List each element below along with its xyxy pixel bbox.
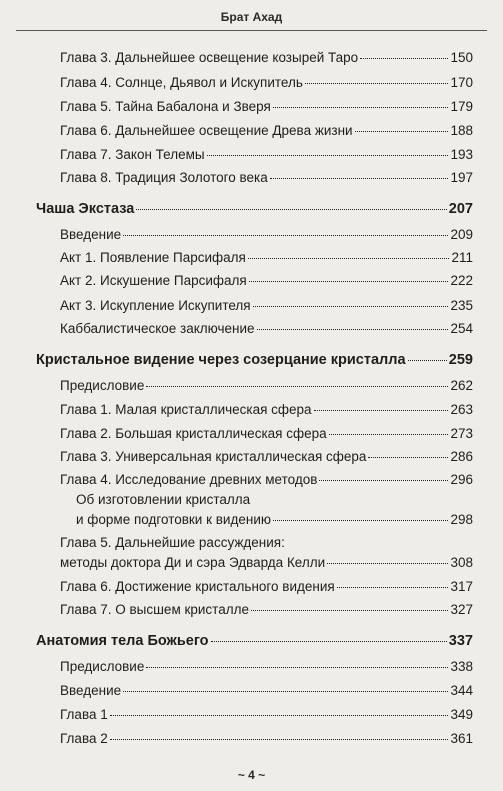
toc-entry-title: Глава 6. Дальнейшее освещение Древа жизни (60, 123, 353, 138)
dot-leader (211, 641, 447, 642)
toc-entry-page: 298 (450, 512, 473, 527)
toc-entry-page: 286 (450, 449, 473, 464)
dot-leader (329, 434, 449, 435)
dot-leader (360, 58, 448, 59)
toc-entry (60, 170, 473, 186)
toc-entry-page: 361 (450, 731, 473, 746)
toc-section-title: Анатомия тела Божьего (36, 633, 209, 649)
toc-entry-title: Глава 1. Малая кристаллическая сфера (60, 402, 312, 417)
page-number: ~ 4 ~ (237, 768, 266, 782)
toc-entry (60, 602, 473, 618)
toc-entry (60, 683, 473, 699)
toc-entry-title-line2: и форме подготовки к видению (76, 512, 271, 527)
toc-entry-page: 273 (450, 426, 473, 441)
dot-leader (249, 281, 449, 282)
toc-section-page: 337 (448, 633, 473, 649)
toc-entry (60, 378, 473, 394)
toc-entry-title: Акт 2. Искушение Парсифаля (60, 273, 247, 288)
dot-leader (355, 131, 449, 132)
toc-entry (60, 426, 473, 442)
dot-leader (337, 587, 449, 588)
toc-entry (60, 50, 473, 66)
toc-section-page: 259 (448, 352, 473, 368)
toc-entry-page: 349 (450, 707, 473, 722)
toc-entry-page: 222 (450, 273, 473, 288)
toc-entry (60, 707, 473, 723)
toc-entry (60, 99, 473, 115)
toc-section (36, 352, 473, 368)
toc-entry-title: Глава 2. Большая кристаллическая сфера (60, 426, 327, 441)
toc-entry-page: 263 (450, 402, 473, 417)
toc-entry-page: 170 (450, 75, 473, 90)
toc-entry (60, 123, 473, 139)
toc-entry (60, 298, 473, 314)
toc-entry-page: 296 (450, 472, 473, 487)
toc-entry-title: Глава 3. Универсальная кристаллическая сфера (60, 449, 367, 464)
toc-entry-page: 317 (450, 579, 473, 594)
toc-entry-title: Акт 3. Искупление Искупителя (60, 298, 251, 313)
dot-leader (319, 480, 448, 481)
toc-entry-title: Глава 1 (60, 707, 108, 722)
dot-leader (273, 107, 449, 108)
toc-entry (60, 402, 473, 418)
toc-entry-title: Введение (60, 683, 122, 698)
toc-section (36, 201, 473, 217)
dot-leader (123, 691, 448, 692)
toc-entry (60, 579, 473, 595)
dot-leader (273, 520, 448, 521)
toc-entry (60, 273, 473, 289)
toc-entry-page: 188 (450, 123, 473, 138)
toc-entry-title-line1: Глава 5. Дальнейшие рассуждения: (60, 535, 285, 550)
toc-entry-page: 254 (450, 321, 473, 336)
toc-entry-page: 327 (450, 602, 473, 617)
toc-entry (60, 555, 473, 571)
toc-entry (60, 227, 473, 243)
toc-entry-page: 209 (450, 227, 473, 242)
dot-leader (123, 235, 448, 236)
toc-entry-page: 211 (451, 250, 473, 265)
toc-entry-title: Глава 4. Солнце, Дьявол и Искупитель (60, 75, 303, 90)
toc-entry-page: 179 (450, 99, 473, 114)
toc-entry-title: Глава 6. Достижение кристального видения (60, 579, 335, 594)
toc-section-page: 207 (448, 201, 473, 217)
header-rule (16, 30, 487, 31)
toc-entry-title: Предисловие (60, 659, 145, 674)
dot-leader (408, 360, 447, 361)
dot-leader (248, 258, 450, 259)
toc-entry-title: Глава 4. Исследование древних методов (60, 472, 318, 487)
toc-entry-title: Акт 1. Появление Парсифаля (60, 250, 246, 265)
toc-entry-page: 197 (450, 170, 473, 185)
dot-leader (270, 178, 449, 179)
dot-leader (305, 83, 449, 84)
toc-entry-title: Глава 7. О высшем кристалле (60, 602, 249, 617)
toc-entry (60, 449, 473, 465)
toc-entry-page: 262 (450, 378, 473, 393)
toc-entry-page: 308 (450, 555, 473, 570)
running-header: Брат Ахад (220, 10, 283, 24)
toc-entry-page: 193 (450, 147, 473, 162)
toc-entry (60, 75, 473, 91)
toc-entry-title: Глава 3. Дальнейшее освещение козырей Таро (60, 50, 359, 65)
toc-entry-title: Каббалистическое заключение (60, 321, 255, 336)
toc-entry (76, 512, 473, 528)
toc-section-title: Кристальное видение через созерцание кристалла (36, 352, 406, 368)
toc-entry (60, 250, 473, 266)
toc-entry (60, 472, 473, 488)
toc-section (36, 633, 473, 649)
toc-entry-page: 344 (450, 683, 473, 698)
dot-leader (136, 209, 446, 210)
dot-leader (327, 563, 448, 564)
toc-entry-title: Глава 2 (60, 731, 108, 746)
toc-entry (60, 321, 473, 337)
dot-leader (257, 329, 449, 330)
toc-entry-page: 338 (450, 659, 473, 674)
dot-leader (110, 715, 449, 716)
toc-section-title: Чаша Экстаза (36, 201, 135, 217)
dot-leader (146, 386, 448, 387)
toc-entry-title: Введение (60, 227, 122, 242)
dot-leader (251, 610, 448, 611)
toc-entry-page: 235 (450, 298, 473, 313)
dot-leader (314, 410, 449, 411)
toc-entry-title: Предисловие (60, 378, 145, 393)
toc-entry (60, 731, 473, 747)
dot-leader (368, 457, 448, 458)
dot-leader (207, 155, 449, 156)
toc-entry-title: Глава 7. Закон Телемы (60, 147, 205, 162)
toc-entry-title-line2: методы доктора Ди и сэра Эдварда Келли (60, 555, 326, 570)
toc-entry (60, 147, 473, 163)
toc-entry-title-line1: Об изготовлении кристалла (76, 492, 251, 507)
toc-entry-title: Глава 5. Тайна Бабалона и Зверя (60, 99, 271, 114)
toc-entry-title: Глава 8. Традиция Золотого века (60, 170, 268, 185)
dot-leader (146, 667, 448, 668)
dot-leader (110, 739, 449, 740)
dot-leader (253, 306, 449, 307)
toc-entry (60, 659, 473, 675)
toc-entry-page: 150 (450, 50, 473, 65)
